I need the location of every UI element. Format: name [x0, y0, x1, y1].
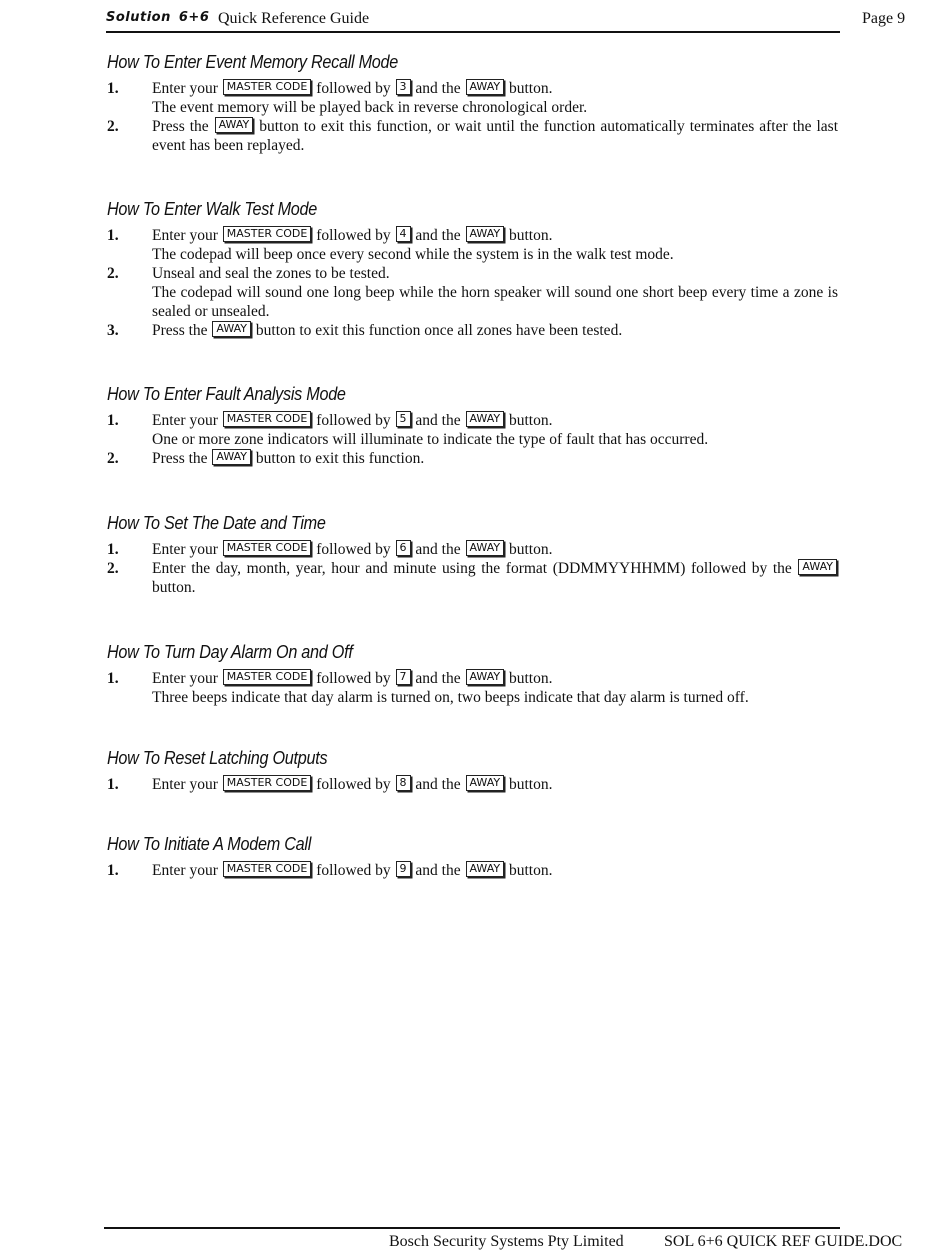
- step-1: [107, 226, 838, 264]
- master-code-key: MASTER CODE: [223, 775, 312, 791]
- step-note: One or more zone indicators will illuminate to indicate the type of fault that has occurred.: [152, 431, 709, 448]
- page-header: [106, 9, 840, 33]
- step-2: [107, 449, 838, 468]
- step-text: Enter your MASTER CODE followed by 9 and the AWAY button.: [152, 862, 553, 879]
- away-key: AWAY: [798, 559, 837, 575]
- section-title: How To Enter Walk Test Mode: [107, 199, 318, 219]
- step-number: 2.: [107, 118, 119, 135]
- section-date-time: [107, 513, 838, 597]
- away-key: AWAY: [466, 669, 505, 685]
- away-key: AWAY: [466, 411, 505, 427]
- away-key: AWAY: [466, 775, 505, 791]
- digit-key: 6: [396, 540, 411, 556]
- step-text: Enter the day, month, year, hour and minute using the format (DDMMYYHHMM) followed by the AWAY button.: [152, 559, 838, 597]
- step-number: 2.: [107, 560, 119, 577]
- step-2: [107, 117, 838, 155]
- away-key: AWAY: [215, 117, 254, 133]
- step-note: Three beeps indicate that day alarm is turned on, two beeps indicate that day alarm is turned off.: [152, 689, 749, 706]
- section-walk-test: [107, 199, 838, 340]
- step-1: [107, 540, 838, 559]
- away-key: AWAY: [466, 540, 505, 556]
- away-key: AWAY: [466, 226, 505, 242]
- guide-title: Quick Reference Guide: [218, 10, 370, 27]
- step-number: 2.: [107, 265, 119, 282]
- step-1: [107, 669, 838, 707]
- away-key: AWAY: [212, 321, 251, 337]
- step-text: Enter your MASTER CODE followed by 4 and the AWAY button.: [152, 227, 553, 244]
- digit-key: 3: [396, 79, 411, 95]
- step-text: Enter your MASTER CODE followed by 3 and the AWAY button.: [152, 80, 553, 97]
- section-title: How To Set The Date and Time: [107, 513, 326, 533]
- section-title: How To Reset Latching Outputs: [107, 748, 328, 768]
- digit-key: 4: [396, 226, 411, 242]
- digit-key: 8: [396, 775, 411, 791]
- step-note: The codepad will sound one long beep while the horn speaker will sound one short beep every time a zone is sealed or unsealed.: [152, 284, 838, 320]
- step-text: Enter your MASTER CODE followed by 8 and the AWAY button.: [152, 776, 553, 793]
- step-number: 1.: [107, 776, 119, 793]
- step-number: 3.: [107, 322, 119, 339]
- digit-key: 9: [396, 861, 411, 877]
- step-1: [107, 861, 838, 880]
- step-1: [107, 775, 838, 794]
- master-code-key: MASTER CODE: [223, 669, 312, 685]
- page-number: Page 9: [862, 10, 906, 27]
- step-2: [107, 559, 838, 597]
- step-text: Press the AWAY button to exit this function once all zones have been tested.: [152, 322, 623, 339]
- section-modem-call: [107, 834, 838, 880]
- step-3: [107, 321, 838, 340]
- step-1: [107, 411, 838, 449]
- step-number: 1.: [107, 412, 119, 429]
- step-number: 1.: [107, 227, 119, 244]
- step-text: Press the AWAY button to exit this function.: [152, 450, 425, 467]
- master-code-key: MASTER CODE: [223, 861, 312, 877]
- section-title: How To Enter Event Memory Recall Mode: [107, 52, 399, 72]
- away-key: AWAY: [466, 79, 505, 95]
- step-text: Enter your MASTER CODE followed by 7 and the AWAY button.: [152, 670, 553, 687]
- away-key: AWAY: [212, 449, 251, 465]
- section-fault-analysis: [107, 384, 838, 468]
- step-text: Press the AWAY button to exit this function, or wait until the function automatically terminates after the last event has been replayed.: [152, 118, 839, 154]
- master-code-key: MASTER CODE: [223, 540, 312, 556]
- step-number: 2.: [107, 450, 119, 467]
- section-day-alarm: [107, 642, 838, 707]
- solution-logo: Solution 6+6: [106, 10, 210, 25]
- step-number: 1.: [107, 670, 119, 687]
- step-number: 1.: [107, 862, 119, 879]
- step-note: The codepad will beep once every second while the system is in the walk test mode.: [152, 246, 674, 263]
- step-text: Unseal and seal the zones to be tested.: [152, 265, 390, 282]
- digit-key: 5: [396, 411, 411, 427]
- away-key: AWAY: [466, 861, 505, 877]
- footer-rule: [104, 1227, 840, 1229]
- section-title: How To Initiate A Modem Call: [107, 834, 312, 854]
- master-code-key: MASTER CODE: [223, 411, 312, 427]
- section-title: How To Turn Day Alarm On and Off: [107, 642, 353, 662]
- step-1: [107, 79, 838, 117]
- section-title: How To Enter Fault Analysis Mode: [107, 384, 346, 404]
- section-latching-outputs: [107, 748, 838, 794]
- step-note: The event memory will be played back in reverse chronological order.: [152, 99, 588, 116]
- master-code-key: MASTER CODE: [223, 226, 312, 242]
- step-number: 1.: [107, 541, 119, 558]
- section-event-memory: [107, 52, 838, 155]
- master-code-key: MASTER CODE: [223, 79, 312, 95]
- step-text: Enter your MASTER CODE followed by 5 and the AWAY button.: [152, 412, 553, 429]
- footer-company: Bosch Security Systems Pty Limited: [389, 1233, 624, 1250]
- step-number: 1.: [107, 80, 119, 97]
- footer-document-name: SOL 6+6 QUICK REF GUIDE.DOC: [664, 1233, 903, 1250]
- step-2: [107, 264, 838, 321]
- digit-key: 7: [396, 669, 411, 685]
- step-text: Enter your MASTER CODE followed by 6 and the AWAY button.: [152, 541, 553, 558]
